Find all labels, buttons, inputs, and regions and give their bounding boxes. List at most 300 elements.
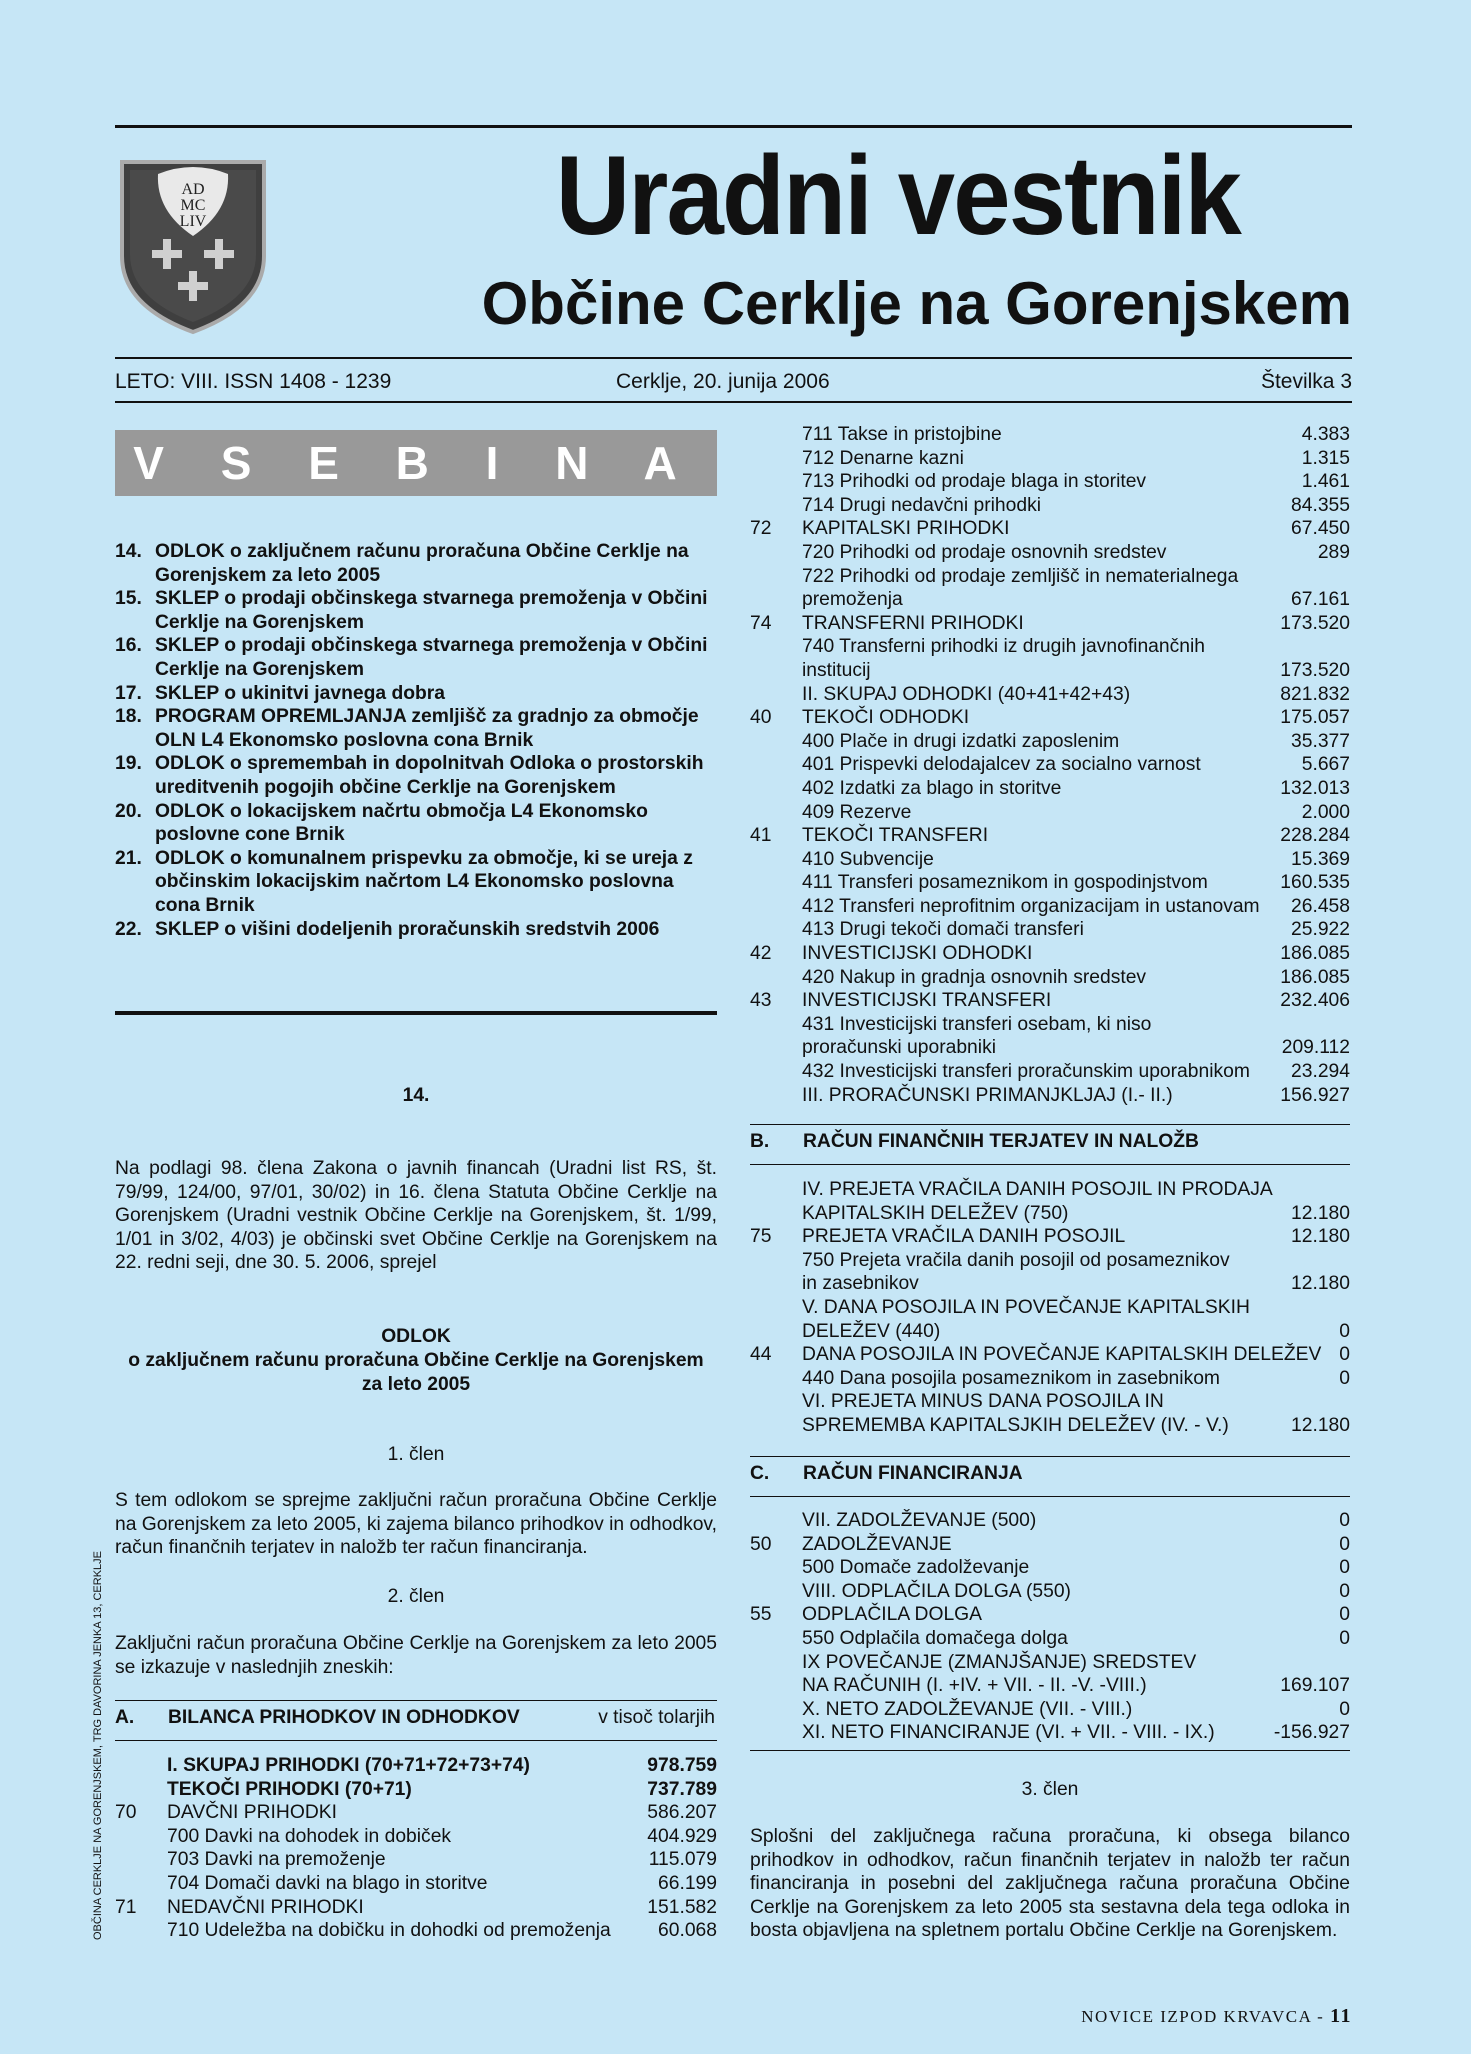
- row-label: 420 Nakup in gradnja osnovnih sredstev: [802, 966, 1147, 988]
- table-row: [750, 1721, 1350, 1745]
- row-value: 151.582: [647, 1896, 717, 1918]
- row-label: in zasebnikov: [802, 1273, 919, 1295]
- section-a-table-right: [750, 423, 1350, 1107]
- table-row: [750, 494, 1350, 518]
- account-code: 55: [750, 1604, 772, 1626]
- row-value: 0: [1339, 1604, 1350, 1626]
- account-code: [750, 801, 802, 825]
- row-label: II. SKUPAJ ODHODKI (40+41+42+43): [802, 683, 1131, 705]
- table-row: [750, 1013, 1350, 1037]
- row-value: 0: [1339, 1533, 1350, 1555]
- account-code: 50: [750, 1533, 772, 1555]
- row-label: X. NETO ZADOLŽEVANJE (VII. - VIII.): [802, 1698, 1133, 1720]
- table-row: [750, 1225, 1350, 1249]
- section-c-letter: C.: [750, 1463, 770, 1484]
- masthead-subtitle: Občine Cerklje na Gorenjskem: [481, 270, 1352, 337]
- contents-item: [115, 587, 717, 634]
- contents-item-text: ODLOK o lokacijskem načrtu območja L4 Ekonomsko poslovne cone Brnik: [155, 800, 648, 846]
- row-value: 84.355: [1291, 494, 1350, 516]
- row-value: 169.107: [1280, 1675, 1350, 1697]
- publisher-address: OBČINA CERKLJE NA GORENJSKEM, TRG DAVORINA JENKA 13, CERKLJE: [92, 1551, 104, 1940]
- page-number: 11: [1330, 2005, 1352, 2027]
- table-row: [750, 1060, 1350, 1084]
- table-row: [750, 1556, 1350, 1580]
- row-value: 12.180: [1291, 1414, 1350, 1436]
- table-row: [750, 1296, 1350, 1320]
- account-code: [750, 423, 802, 447]
- account-code: 42: [750, 943, 772, 965]
- row-value: 209.112: [1281, 1037, 1350, 1059]
- table-row: [115, 1754, 717, 1778]
- row-label: INVESTICIJSKI ODHODKI: [802, 943, 1033, 965]
- row-label: I. SKUPAJ PRIHODKI (70+71+72+73+74): [167, 1755, 530, 1776]
- contents-item-text: SKLEP o višini dodeljenih proračunskih sredstvih 2006: [155, 918, 660, 940]
- contents-item-number: 20.: [115, 800, 142, 822]
- row-value: 2.000: [1301, 801, 1350, 823]
- clen-2-text: Zaključni račun proračuna Občine Cerklje na Gorenjskem za leto 2005 se izkazuje v naslednjih zneskih:: [115, 1633, 717, 1678]
- account-code: [750, 447, 802, 471]
- row-value: [1344, 635, 1350, 659]
- table-row: [750, 801, 1350, 825]
- table-row: [750, 1343, 1350, 1367]
- table-row: [750, 1202, 1350, 1226]
- row-label: NEDAVČNI PRIHODKI: [167, 1896, 364, 1918]
- contents-item: [115, 540, 717, 587]
- row-label: 431 Investicijski transferi osebam, ki niso: [802, 1013, 1152, 1035]
- row-value: [1344, 1178, 1350, 1202]
- contents-end-rule: [115, 1011, 717, 1015]
- row-value: 173.520: [1280, 612, 1350, 634]
- account-code: [750, 1249, 802, 1273]
- account-code: [750, 1202, 802, 1226]
- table-row: [750, 895, 1350, 919]
- account-code: [750, 635, 802, 659]
- row-value: 737.789: [647, 1778, 717, 1800]
- account-code: [750, 1296, 802, 1320]
- article-intro: Na podlagi 98. člena Zakona o javnih financah (Uradni list RS, št. 79/99, 124/00, 97/01, 30/02) in 16. člena Statuta Občine Cerklje na Gorenjskem (Uradni vestnik Občine Cerklje na Gorenjskem, št. 1/99, 1/01 in 3/02, 4/03) je občinski svet Občine Cerklje na Gorenjskem na 22. redni seji, dne 30. 5. 2006, sprejel: [115, 1158, 717, 1274]
- section-b-rule-bottom: [750, 1164, 1350, 1165]
- row-label: 410 Subvencije: [802, 848, 934, 870]
- contents-item-text: ODLOK o spremembah in dopolnitvah Odloka o prostorskih ureditvenih pogojih občine Cerklje na Gorenjskem: [155, 753, 704, 798]
- row-label: IX POVEČANJE (ZMANJŠANJE) SREDSTEV: [802, 1651, 1197, 1673]
- row-label: SPREMEMBA KAPITALSJKIH DELEŽEV (IV. - V.): [802, 1414, 1229, 1436]
- row-label: 432 Investicijski transferi proračunskim uporabnikom: [802, 1061, 1250, 1083]
- table-row: [750, 1674, 1350, 1698]
- table-row: [115, 1872, 717, 1896]
- row-label: ZADOLŽEVANJE: [802, 1533, 952, 1555]
- contents-item-number: 19.: [115, 753, 142, 775]
- account-code: [750, 1084, 802, 1108]
- account-code: 41: [750, 825, 772, 847]
- table-row: [115, 1896, 717, 1920]
- table-row: [750, 1627, 1350, 1651]
- row-value: 15.369: [1291, 848, 1350, 870]
- row-value: 160.535: [1280, 872, 1350, 894]
- account-code: [750, 1036, 802, 1060]
- account-code: [750, 730, 802, 754]
- contents-item-number: 22.: [115, 918, 142, 940]
- row-label: III. PRORAČUNSKI PRIMANJKLJAJ (I.- II.): [802, 1084, 1173, 1106]
- contents-item-number: 21.: [115, 847, 142, 869]
- row-value: 5.667: [1301, 754, 1350, 776]
- row-value: 175.057: [1280, 707, 1350, 729]
- account-code: [750, 1627, 802, 1651]
- section-c-rule-bottom: [750, 1496, 1350, 1497]
- top-rule: [115, 125, 1352, 128]
- row-label: 411 Transferi posameznikom in gospodinjstvom: [802, 872, 1208, 894]
- odlok-title: ODLOK: [381, 1326, 451, 1347]
- table-row: [750, 1603, 1350, 1627]
- contents-item-number: 14.: [115, 541, 142, 562]
- row-value: [1344, 1296, 1350, 1320]
- row-label: DELEŽEV (440): [802, 1320, 941, 1342]
- row-value: 23.294: [1291, 1061, 1350, 1083]
- row-label: PREJETA VRAČILA DANIH POSOJIL: [802, 1226, 1126, 1248]
- table-row: [750, 730, 1350, 754]
- section-a-rule-bottom: [115, 1740, 717, 1741]
- article-number: 14.: [402, 1085, 430, 1106]
- contents-item: [115, 752, 717, 799]
- row-value: 821.832: [1280, 683, 1350, 705]
- row-value: 35.377: [1291, 730, 1350, 752]
- table-row: [750, 470, 1350, 494]
- account-code: [750, 1272, 802, 1296]
- account-code: 44: [750, 1344, 772, 1366]
- row-value: 66.199: [658, 1872, 717, 1894]
- section-c-title: RAČUN FINANCIRANJA: [803, 1463, 1023, 1484]
- row-value: 156.927: [1280, 1084, 1350, 1106]
- row-label: 500 Domače zadolževanje: [802, 1557, 1030, 1579]
- row-value: 0: [1339, 1580, 1350, 1602]
- row-value: 173.520: [1280, 659, 1350, 681]
- crest-text-1: AD: [181, 181, 205, 198]
- row-label: KAPITALSKIH DELEŽEV (750): [802, 1202, 1069, 1224]
- table-row: [750, 966, 1350, 990]
- row-label: DAVČNI PRIHODKI: [167, 1802, 337, 1824]
- table-row: [750, 1509, 1350, 1533]
- account-code: [115, 1872, 167, 1896]
- table-row: [750, 565, 1350, 589]
- row-label: 720 Prihodki od prodaje osnovnih sredstev: [802, 541, 1167, 563]
- contents-item-number: 18.: [115, 706, 142, 728]
- account-code: [115, 1754, 167, 1778]
- meta-rule-bottom: [115, 401, 1352, 403]
- row-value: [1344, 1249, 1350, 1273]
- row-value: 586.207: [647, 1802, 717, 1824]
- account-code: [750, 1320, 802, 1344]
- table-row: [750, 447, 1350, 471]
- account-code: [115, 1778, 167, 1802]
- contents-item-number: 17.: [115, 682, 142, 704]
- row-value: 186.085: [1280, 943, 1350, 965]
- contents-item: [115, 800, 717, 847]
- section-b-rule: [750, 1124, 1350, 1125]
- account-code: [750, 659, 802, 683]
- contents-item-number: 16.: [115, 635, 142, 657]
- row-label: VI. PREJETA MINUS DANA POSOJILA IN: [802, 1391, 1164, 1413]
- table-row: [750, 871, 1350, 895]
- table-row: [750, 989, 1350, 1013]
- table-row: [750, 777, 1350, 801]
- row-label: XI. NETO FINANCIRANJE (VI. + VII. - VIII. - IX.): [802, 1722, 1215, 1744]
- account-code: [750, 871, 802, 895]
- section-b-table: [750, 1178, 1350, 1438]
- row-value: -156.927: [1273, 1722, 1350, 1744]
- account-code: [750, 1414, 802, 1438]
- contents-item: [115, 682, 717, 706]
- account-code: [750, 966, 802, 990]
- row-value: 289: [1317, 541, 1350, 563]
- account-code: [750, 1367, 802, 1391]
- section-a-title: BILANCA PRIHODKOV IN ODHODKOV: [168, 1707, 520, 1728]
- page-footer: [1081, 2005, 1352, 2028]
- table-row: [115, 1919, 717, 1943]
- account-code: 43: [750, 990, 772, 1012]
- account-code: [750, 1698, 802, 1722]
- row-value: 4.383: [1301, 424, 1350, 445]
- row-label: 704 Domači davki na blago in storitve: [167, 1872, 488, 1894]
- account-code: [750, 541, 802, 565]
- row-value: 404.929: [647, 1825, 717, 1847]
- account-code: [750, 918, 802, 942]
- crest-text-3: LIV: [179, 213, 207, 230]
- account-code: [750, 1651, 802, 1675]
- row-value: 0: [1339, 1557, 1350, 1579]
- row-value: 132.013: [1280, 777, 1350, 799]
- row-label: 400 Plače in drugi izdatki zaposlenim: [802, 730, 1120, 752]
- table-row: [750, 659, 1350, 683]
- account-code: [750, 1390, 802, 1414]
- table-row: [750, 1414, 1350, 1438]
- row-value: 0: [1339, 1698, 1350, 1720]
- clen-3-text: Splošni del zaključnega računa proračuna, ki obsega bilanco prihodkov in odhodkov, račun finančnih terjatev in naložb ter račun financiranja in posebni del zaključnega računa proračuna Občine Cerklje na Gorenjskem za leto 2005 sta sestavna dela tega odloka in bosta objavljena na spletnem portalu Občine Cerklje na Gorenjskem.: [750, 1826, 1350, 1942]
- row-value: 67.161: [1291, 589, 1350, 611]
- row-label: DANA POSOJILA IN POVEČANJE KAPITALSKIH DELEŽEV: [802, 1344, 1322, 1366]
- row-label: 711 Takse in pristojbine: [802, 424, 1002, 445]
- account-code: 71: [115, 1896, 137, 1918]
- row-label: institucij: [802, 659, 871, 681]
- row-label: 402 Izdatki za blago in storitve: [802, 777, 1062, 799]
- account-code: 40: [750, 707, 772, 729]
- account-code: [750, 1509, 802, 1533]
- row-value: 67.450: [1291, 518, 1350, 540]
- table-row: [750, 541, 1350, 565]
- clen-3-heading: 3. člen: [1021, 1779, 1079, 1800]
- account-code: [115, 1919, 167, 1943]
- table-row: [750, 848, 1350, 872]
- account-code: [750, 848, 802, 872]
- account-code: [750, 1178, 802, 1202]
- row-label: TRANSFERNI PRIHODKI: [802, 612, 1024, 634]
- table-row: [750, 942, 1350, 966]
- row-value: 0: [1339, 1510, 1350, 1531]
- section-c-end-rule: [750, 1750, 1350, 1751]
- row-label: NA RAČUNIH (I. +IV. + VII. - II. -V. -VIII.): [802, 1675, 1147, 1697]
- row-label: 713 Prihodki od prodaje blaga in storitev: [802, 471, 1147, 493]
- contents-item: [115, 705, 717, 752]
- row-value: 0: [1339, 1344, 1350, 1366]
- account-code: [750, 895, 802, 919]
- table-row: [750, 918, 1350, 942]
- table-row: [115, 1825, 717, 1849]
- contents-heading: V S E B I N A: [115, 430, 717, 496]
- row-label: 412 Transferi neprofitnim organizacijam in ustanovam: [802, 895, 1260, 917]
- account-code: 72: [750, 518, 772, 540]
- contents-item-text: SKLEP o ukinitvi javnega dobra: [155, 682, 445, 704]
- row-label: TEKOČI PRIHODKI (70+71): [167, 1778, 412, 1800]
- row-label: INVESTICIJSKI TRANSFERI: [802, 990, 1052, 1012]
- row-value: 115.079: [648, 1849, 717, 1871]
- account-code: [750, 1013, 802, 1037]
- contents-list: [115, 540, 717, 941]
- clen-2-heading: 2. člen: [387, 1586, 445, 1607]
- row-label: 722 Prihodki od prodaje zemljišč in nematerialnega: [802, 565, 1239, 587]
- table-row: [750, 1698, 1350, 1722]
- clen-1-text: S tem odlokom se sprejme zaključni račun proračuna Občine Cerklje na Gorenjskem za leto 2005, ki zajema bilanco prihodkov in odhodkov, račun finančnih terjatev in naložb ter račun financiranja.: [115, 1490, 717, 1559]
- account-code: [750, 565, 802, 589]
- section-b-letter: B.: [750, 1131, 770, 1152]
- section-a-unit: v tisoč tolarjih: [598, 1707, 715, 1728]
- table-row: [750, 1320, 1350, 1344]
- row-value: 25.922: [1291, 919, 1350, 941]
- contents-item: [115, 634, 717, 681]
- row-value: [1344, 1651, 1350, 1675]
- contents-item: [115, 847, 717, 918]
- account-code: [750, 494, 802, 518]
- row-value: 12.180: [1291, 1273, 1350, 1295]
- account-code: 70: [115, 1802, 137, 1824]
- row-value: 1.461: [1301, 471, 1350, 493]
- account-code: [750, 1580, 802, 1604]
- account-code: [750, 1674, 802, 1698]
- section-b-title: RAČUN FINANČNIH TERJATEV IN NALOŽB: [803, 1131, 1199, 1152]
- issue-date: Cerklje, 20. junija 2006: [616, 370, 830, 393]
- table-row: [750, 706, 1350, 730]
- row-label: 710 Udeležba na dobičku in dohodki od premoženja: [167, 1920, 611, 1942]
- contents-item-number: 15.: [115, 588, 142, 610]
- section-a-rule: [115, 1700, 717, 1701]
- contents-item-text: ODLOK o zaključnem računu proračuna Občine Cerklje na Gorenjskem za leto 2005: [155, 541, 689, 586]
- row-value: 232.406: [1280, 990, 1350, 1012]
- table-row: [750, 612, 1350, 636]
- table-row: [750, 1178, 1350, 1202]
- account-code: 74: [750, 612, 772, 634]
- table-row: [750, 1651, 1350, 1675]
- row-value: 26.458: [1291, 895, 1350, 917]
- table-row: [750, 635, 1350, 659]
- row-label: 401 Prispevki delodajalcev za socialno varnost: [802, 754, 1201, 776]
- row-label: 409 Rezerve: [802, 801, 912, 823]
- row-label: V. DANA POSOJILA IN POVEČANJE KAPITALSKIH: [802, 1296, 1250, 1318]
- row-value: 12.180: [1291, 1202, 1350, 1224]
- row-label: 440 Dana posojila posameznikom in zasebnikom: [802, 1367, 1220, 1389]
- row-label: 413 Drugi tekoči domači transferi: [802, 919, 1084, 941]
- table-row: [750, 1390, 1350, 1414]
- account-code: 75: [750, 1226, 772, 1248]
- table-row: [750, 1367, 1350, 1391]
- odlok-subtitle-line1: o zaključnem računu proračuna Občine Cerklje na Gorenjskem: [128, 1350, 704, 1371]
- row-value: 0: [1339, 1367, 1350, 1389]
- table-row: [750, 517, 1350, 541]
- account-code: [115, 1825, 167, 1849]
- row-label: proračunski uporabniki: [802, 1037, 996, 1059]
- table-row: [750, 824, 1350, 848]
- account-code: [750, 683, 802, 707]
- issue-number: Številka 3: [1260, 370, 1352, 393]
- footer-text: NOVICE IZPOD KRVAVCA -: [1081, 2007, 1331, 2026]
- row-label: KAPITALSKI PRIHODKI: [802, 518, 1010, 540]
- account-code: [750, 777, 802, 801]
- row-label: 703 Davki na premoženje: [167, 1849, 386, 1871]
- row-label: IV. PREJETA VRAČILA DANIH POSOJIL IN PRODAJA: [802, 1179, 1273, 1200]
- row-label: TEKOČI ODHODKI: [802, 707, 970, 729]
- row-label: 740 Transferni prihodki iz drugih javnofinančnih: [802, 636, 1206, 658]
- table-row: [115, 1778, 717, 1802]
- masthead-title: Uradni vestnik: [555, 133, 1240, 258]
- meta-rule-top: [115, 357, 1352, 359]
- row-label: 712 Denarne kazni: [802, 447, 964, 469]
- table-row: [750, 683, 1350, 707]
- table-row: [750, 1533, 1350, 1557]
- table-row: [750, 423, 1350, 447]
- table-row: [115, 1848, 717, 1872]
- account-code: [750, 588, 802, 612]
- table-row: [750, 1272, 1350, 1296]
- account-code: [750, 1060, 802, 1084]
- row-label: ODPLAČILA DOLGA: [802, 1604, 983, 1626]
- row-value: 12.180: [1291, 1226, 1350, 1248]
- row-label: 700 Davki na dohodek in dobiček: [167, 1825, 452, 1847]
- account-code: [750, 1721, 802, 1745]
- row-label: premoženja: [802, 589, 903, 611]
- row-value: 60.068: [658, 1920, 717, 1942]
- row-value: 228.284: [1280, 825, 1350, 847]
- table-row: [750, 1036, 1350, 1060]
- section-c-table: [750, 1509, 1350, 1745]
- volume-issn: LETO: VIII. ISSN 1408 - 1239: [115, 370, 392, 393]
- row-label: TEKOČI TRANSFERI: [802, 825, 989, 847]
- section-a-letter: A.: [115, 1707, 135, 1728]
- row-value: [1344, 565, 1350, 589]
- contents-item-text: ODLOK o komunalnem prispevku za območje, ki se ureja z občinskim lokacijskim načrtom L4 Ekonomsko poslovna cona Brnik: [155, 847, 693, 916]
- row-value: 0: [1339, 1320, 1350, 1342]
- account-code: [750, 1556, 802, 1580]
- table-row: [115, 1801, 717, 1825]
- contents-item-text: SKLEP o prodaji občinskega stvarnega premoženja v Občini Cerklje na Gorenjskem: [155, 635, 708, 680]
- row-label: 750 Prejeta vračila danih posojil od posameznikov: [802, 1249, 1230, 1271]
- table-row: [750, 1580, 1350, 1604]
- contents-item-text: PROGRAM OPREMLJANJA zemljišč za gradnjo za območje OLN L4 Ekonomsko poslovna cona Brnik: [155, 706, 699, 751]
- row-value: 0: [1339, 1627, 1350, 1649]
- row-label: 714 Drugi nedavčni prihodki: [802, 494, 1042, 516]
- section-c-rule: [750, 1456, 1350, 1457]
- contents-item-text: SKLEP o prodaji občinskega stvarnega premoženja v Občini Cerklje na Gorenjskem: [155, 588, 708, 633]
- table-row: [750, 1249, 1350, 1273]
- account-code: [750, 470, 802, 494]
- crest-text-2: MC: [180, 197, 206, 214]
- row-value: 186.085: [1280, 966, 1350, 988]
- row-value: 978.759: [647, 1755, 717, 1776]
- row-value: 1.315: [1301, 447, 1350, 469]
- odlok-subtitle-line2: za leto 2005: [361, 1374, 471, 1395]
- table-row: [750, 753, 1350, 777]
- table-row: [750, 1084, 1350, 1108]
- row-label: 550 Odplačila domačega dolga: [802, 1627, 1068, 1649]
- account-code: [750, 753, 802, 777]
- contents-item: [115, 918, 717, 942]
- row-label: VII. ZADOLŽEVANJE (500): [802, 1510, 1037, 1531]
- row-label: VIII. ODPLAČILA DOLGA (550): [802, 1580, 1071, 1602]
